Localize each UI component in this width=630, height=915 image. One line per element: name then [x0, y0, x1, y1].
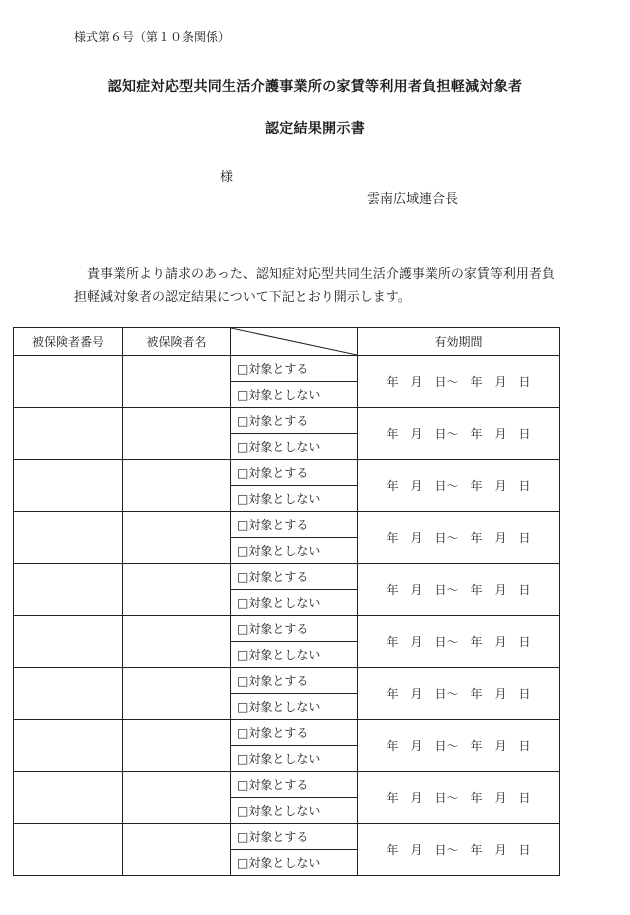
validity-period-field[interactable]: 年 月 日～ 年 月 日 [358, 616, 560, 668]
insured-number-field[interactable] [14, 564, 123, 616]
table-row [14, 616, 560, 642]
validity-period-field[interactable]: 年 月 日～ 年 月 日 [358, 460, 560, 512]
table-row [14, 772, 560, 798]
validity-period-field[interactable]: 年 月 日～ 年 月 日 [358, 668, 560, 720]
insured-name-field[interactable] [123, 564, 231, 616]
table-body [14, 356, 560, 876]
insured-number-field[interactable] [14, 460, 123, 512]
insured-name-field[interactable] [123, 668, 231, 720]
insured-name-field[interactable] [123, 616, 231, 668]
insured-number-field[interactable] [14, 772, 123, 824]
insured-name-field[interactable] [123, 772, 231, 824]
header-validity-period: 有効期間 [358, 328, 560, 356]
table-row [14, 460, 560, 486]
result-table [13, 327, 560, 876]
option-not-target-checkbox[interactable]: □対象としない [231, 746, 358, 772]
table-row [14, 564, 560, 590]
table-row [14, 512, 560, 538]
table-row [14, 824, 560, 850]
option-not-target-checkbox[interactable]: □対象としない [231, 382, 358, 408]
insured-name-field[interactable] [123, 356, 231, 408]
recipient-honorific: 様 [220, 170, 234, 185]
validity-period-field[interactable]: 年 月 日～ 年 月 日 [358, 408, 560, 460]
header-insured-name: 被保険者名 [123, 328, 231, 356]
body-paragraph: 貴事業所より請求のあった、認知症対応型共同生活介護事業所の家賃等利用者負担軽減対象者の認定結果について下記とおり開示します。 [74, 267, 555, 305]
table-row [14, 356, 560, 382]
table-header-row [14, 328, 560, 356]
insured-number-field[interactable] [14, 408, 123, 460]
insured-name-field[interactable] [123, 408, 231, 460]
insured-name-field[interactable] [123, 512, 231, 564]
option-target-checkbox[interactable]: □対象とする [231, 616, 358, 642]
validity-period-field[interactable]: 年 月 日～ 年 月 日 [358, 720, 560, 772]
validity-period-field[interactable]: 年 月 日～ 年 月 日 [358, 356, 560, 408]
option-not-target-checkbox[interactable]: □対象としない [231, 590, 358, 616]
validity-period-field[interactable]: 年 月 日～ 年 月 日 [358, 824, 560, 876]
insured-number-field[interactable] [14, 720, 123, 772]
option-target-checkbox[interactable]: □対象とする [231, 824, 358, 850]
issuer-name: 雲南広域連合長 [367, 192, 459, 207]
validity-period-field[interactable]: 年 月 日～ 年 月 日 [358, 512, 560, 564]
insured-number-field[interactable] [14, 512, 123, 564]
document-title: 認知症対応型共同生活介護事業所の家賃等利用者負担軽減対象者 [107, 79, 523, 95]
option-target-checkbox[interactable]: □対象とする [231, 460, 358, 486]
insured-name-field[interactable] [123, 720, 231, 772]
document-subtitle: 認定結果開示書 [264, 121, 366, 137]
insured-number-field[interactable] [14, 616, 123, 668]
insured-number-field[interactable] [14, 356, 123, 408]
insured-name-field[interactable] [123, 824, 231, 876]
option-not-target-checkbox[interactable]: □対象としない [231, 434, 358, 460]
option-target-checkbox[interactable]: □対象とする [231, 720, 358, 746]
option-target-checkbox[interactable]: □対象とする [231, 512, 358, 538]
option-target-checkbox[interactable]: □対象とする [231, 356, 358, 382]
option-target-checkbox[interactable]: □対象とする [231, 564, 358, 590]
option-not-target-checkbox[interactable]: □対象としない [231, 850, 358, 876]
option-not-target-checkbox[interactable]: □対象としない [231, 486, 358, 512]
option-target-checkbox[interactable]: □対象とする [231, 772, 358, 798]
header-diagonal-cell [231, 328, 358, 356]
table-row [14, 408, 560, 434]
option-not-target-checkbox[interactable]: □対象としない [231, 694, 358, 720]
insured-name-field[interactable] [123, 460, 231, 512]
option-target-checkbox[interactable]: □対象とする [231, 408, 358, 434]
table-row [14, 668, 560, 694]
validity-period-field[interactable]: 年 月 日～ 年 月 日 [358, 564, 560, 616]
diagonal-line [231, 328, 357, 355]
insured-number-field[interactable] [14, 824, 123, 876]
option-not-target-checkbox[interactable]: □対象としない [231, 798, 358, 824]
option-not-target-checkbox[interactable]: □対象としない [231, 538, 358, 564]
validity-period-field[interactable]: 年 月 日～ 年 月 日 [358, 772, 560, 824]
insured-number-field[interactable] [14, 668, 123, 720]
option-not-target-checkbox[interactable]: □対象としない [231, 642, 358, 668]
header-insured-number: 被保険者番号 [14, 328, 123, 356]
form-number: 様式第６号（第１０条関係） [74, 30, 231, 44]
table-row [14, 720, 560, 746]
option-target-checkbox[interactable]: □対象とする [231, 668, 358, 694]
